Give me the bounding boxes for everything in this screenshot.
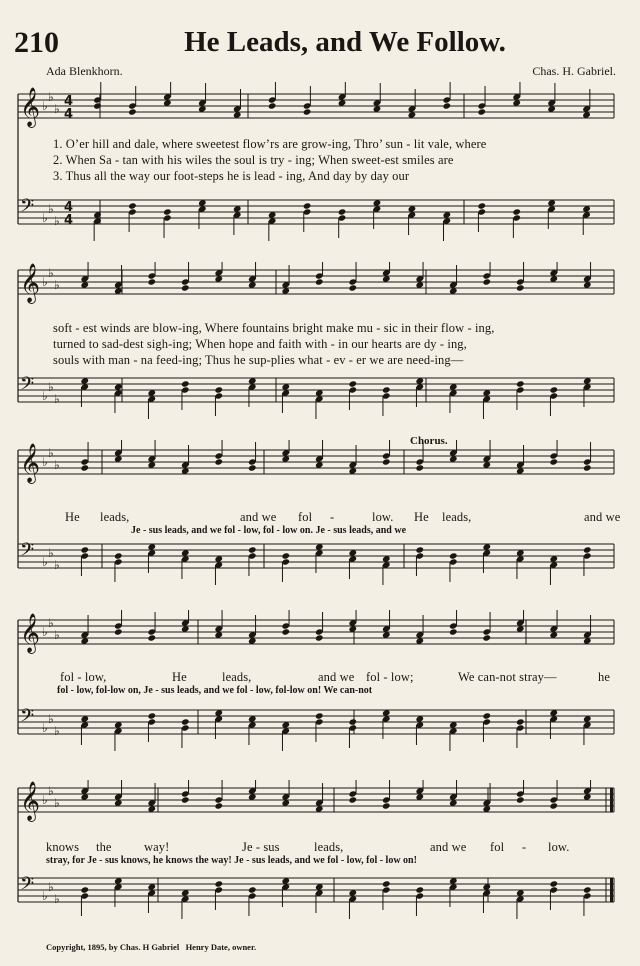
verse-3-line-2: souls with man - na feed-ing; Thus he sup-plies what - ev - er we are need-ing—	[53, 353, 464, 367]
svg-text:♭: ♭	[54, 392, 60, 406]
lyricist: Ada Blenkhorn.	[46, 64, 123, 78]
svg-text:♭: ♭	[54, 214, 60, 228]
svg-text:♭: ♭	[42, 211, 48, 225]
chorus-line-2-soprano: fol - low, He leads, and we fol - low; We can-not stray— he	[60, 670, 610, 684]
svg-text:♭: ♭	[48, 446, 54, 460]
hymn-number: 210	[14, 26, 59, 59]
svg-text:𝄢: 𝄢	[20, 874, 35, 899]
verse-1-line-1: 1. O’er hill and dale, where sweetest flow’rs are grow-ing, Thro’ sun - lit vale, where	[53, 137, 487, 151]
svg-text:♭: ♭	[48, 784, 54, 798]
svg-text:𝄢: 𝄢	[20, 706, 35, 731]
chorus-line-1-soprano: He leads, and we fol - low. He leads, and we	[65, 510, 621, 524]
svg-text:♭: ♭	[42, 721, 48, 735]
svg-text:♭: ♭	[48, 202, 54, 216]
svg-text:♭: ♭	[42, 389, 48, 403]
svg-text:♭: ♭	[48, 712, 54, 726]
svg-text:♭: ♭	[42, 555, 48, 569]
svg-text:♭: ♭	[48, 266, 54, 280]
svg-text:𝄞: 𝄞	[20, 781, 41, 821]
chorus-line-3-soprano: knows the way! Je - sus leads, and we fol - low.	[46, 840, 570, 854]
svg-text:♭: ♭	[48, 546, 54, 560]
composer: Chas. H. Gabriel.	[532, 64, 616, 78]
copyright-notice: Copyright, 1895, by Chas. H Gabriel Henry Date, owner.	[46, 942, 257, 952]
svg-text:♭: ♭	[54, 458, 60, 472]
svg-text:𝄞: 𝄞	[20, 263, 41, 303]
hymn-title: He Leads, and We Follow.	[184, 26, 506, 58]
chorus-label: Chorus.	[410, 435, 448, 447]
svg-text:♭: ♭	[48, 616, 54, 630]
svg-text:4: 4	[64, 213, 74, 228]
svg-text:♭: ♭	[54, 278, 60, 292]
svg-text:𝄢: 𝄢	[20, 196, 35, 221]
svg-text:♭: ♭	[42, 889, 48, 903]
svg-text:4: 4	[64, 200, 74, 215]
svg-text:♭: ♭	[54, 892, 60, 906]
svg-text:♭: ♭	[54, 724, 60, 738]
chorus-line-2-bass: fol - low, fol-low on, Je - sus leads, and we fol - low, fol-low on! We can-not	[57, 685, 373, 696]
svg-text:♭: ♭	[42, 793, 48, 807]
chorus-line-3-bass: stray, for Je - sus knows, he knows the way! Je - sus leads, and we fol - low, fol - low on!	[46, 855, 417, 866]
svg-text:𝄞: 𝄞	[20, 87, 41, 127]
verse-1-line-2: soft - est winds are blow-ing, Where fountains bright make mu - sic in their flow - ing,	[53, 321, 495, 335]
svg-text:𝄢: 𝄢	[20, 374, 35, 399]
svg-text:♭: ♭	[48, 90, 54, 104]
svg-text:𝄢: 𝄢	[20, 540, 35, 565]
svg-text:♭: ♭	[42, 455, 48, 469]
verse-2-line-2: turned to sad-dest sigh-ing; When hope and faith with - in our hearts are dy - ing,	[53, 337, 467, 351]
svg-text:♭: ♭	[48, 380, 54, 394]
svg-text:𝄞: 𝄞	[20, 613, 41, 653]
svg-text:♭: ♭	[54, 558, 60, 572]
svg-text:♭: ♭	[54, 102, 60, 116]
svg-text:♭: ♭	[54, 628, 60, 642]
chorus-line-1-bass: Je - sus leads, and we fol - low, fol - low on. Je - sus leads, and we	[131, 525, 407, 536]
verse-2-line-1: 2. When Sa - tan with his wiles the soul is try - ing; When sweet-est smiles are	[53, 153, 454, 167]
svg-text:♭: ♭	[42, 99, 48, 113]
svg-text:♭: ♭	[42, 275, 48, 289]
svg-text:𝄞: 𝄞	[20, 443, 41, 483]
svg-text:♭: ♭	[42, 625, 48, 639]
verse-3-line-1: 3. Thus all the way our foot-steps he is lead - ing, And day by day our	[53, 169, 410, 183]
svg-text:♭: ♭	[48, 880, 54, 894]
svg-text:4: 4	[64, 107, 74, 122]
svg-text:♭: ♭	[54, 796, 60, 810]
svg-text:4: 4	[64, 94, 74, 109]
